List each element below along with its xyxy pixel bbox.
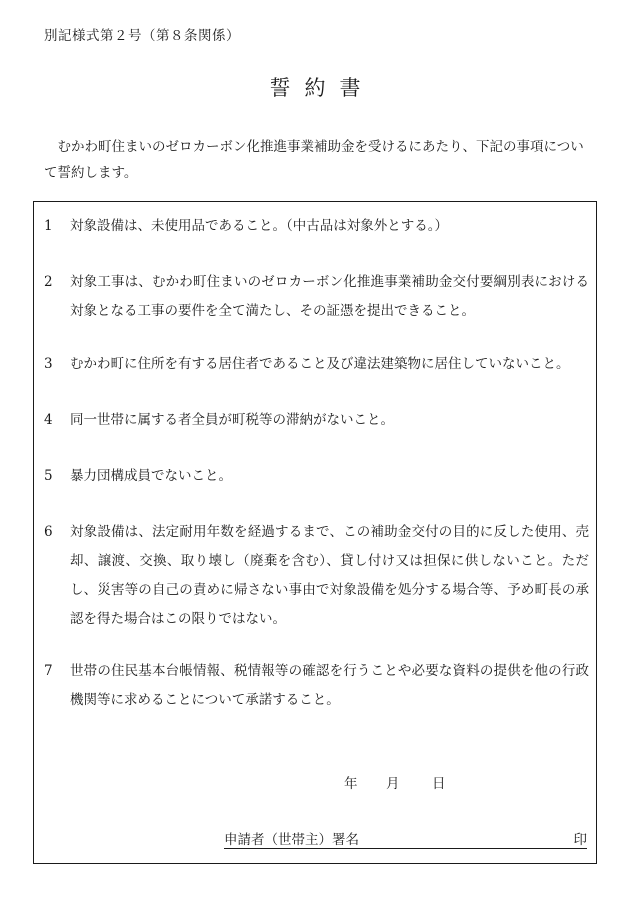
item-number: 1 (44, 218, 53, 234)
signature-line[interactable] (224, 828, 587, 849)
pledge-item (44, 350, 589, 379)
pledge-item (44, 406, 589, 435)
intro-paragraph: むかわ町住まいのゼロカーボン化推進事業補助金を受けるにあたり、下記の事項について誓約します。 (44, 139, 584, 181)
date-month: 月 (386, 776, 400, 792)
item-number: 5 (44, 468, 53, 484)
pledge-item (44, 518, 589, 634)
item-text: 世帯の住民基本台帳情報、税情報等の確認を行うことや必要な資料の提供を他の行政機関等に求めることについて承諾すること。 (70, 663, 589, 708)
item-text: 暴力団構成員でないこと。 (70, 468, 232, 484)
item-number: 7 (44, 663, 53, 679)
item-number: 2 (44, 274, 53, 290)
item-text: 対象工事は、むかわ町住まいのゼロカーボン化推進事業補助金交付要綱別表における対象となる工事の要件を全て満たし、その証憑を提出できること。 (70, 274, 589, 319)
item-text: 対象設備は、未使用品であること。（中古品は対象外とする。） (70, 218, 448, 234)
item-number: 6 (44, 524, 53, 540)
item-text: むかわ町に住所を有する居住者であること及び違法建築物に居住していないこと。 (70, 356, 570, 372)
item-text: 対象設備は、法定耐用年数を経過するまで、この補助金交付の目的に反した使用、売却、譲渡、交換、取り壊し（廃棄を含む）、貸し付け又は担保に供しないこと。ただし、災害等の自己の責めに帰さない事由で対象設備を処分する場合等、予め町長の承認を得た場合はこの限りではない。 (70, 524, 589, 627)
item-text: 同一世帯に属する者全員が町税等の滞納がないこと。 (70, 412, 394, 428)
date-year: 年 (344, 776, 358, 792)
item-number: 4 (44, 412, 53, 428)
form-number: 別記様式第２号（第８条関係） (44, 28, 240, 44)
pledge-item (44, 212, 589, 241)
document-title: 誓約書 (269, 76, 375, 100)
pledge-item (44, 268, 589, 326)
item-number: 3 (44, 356, 53, 372)
signature-label: 申請者（世帯主）署名 (224, 832, 359, 848)
pledge-item (44, 657, 589, 715)
seal-label: 印 (573, 832, 587, 848)
date-day: 日 (432, 776, 446, 792)
pledge-item (44, 462, 589, 491)
